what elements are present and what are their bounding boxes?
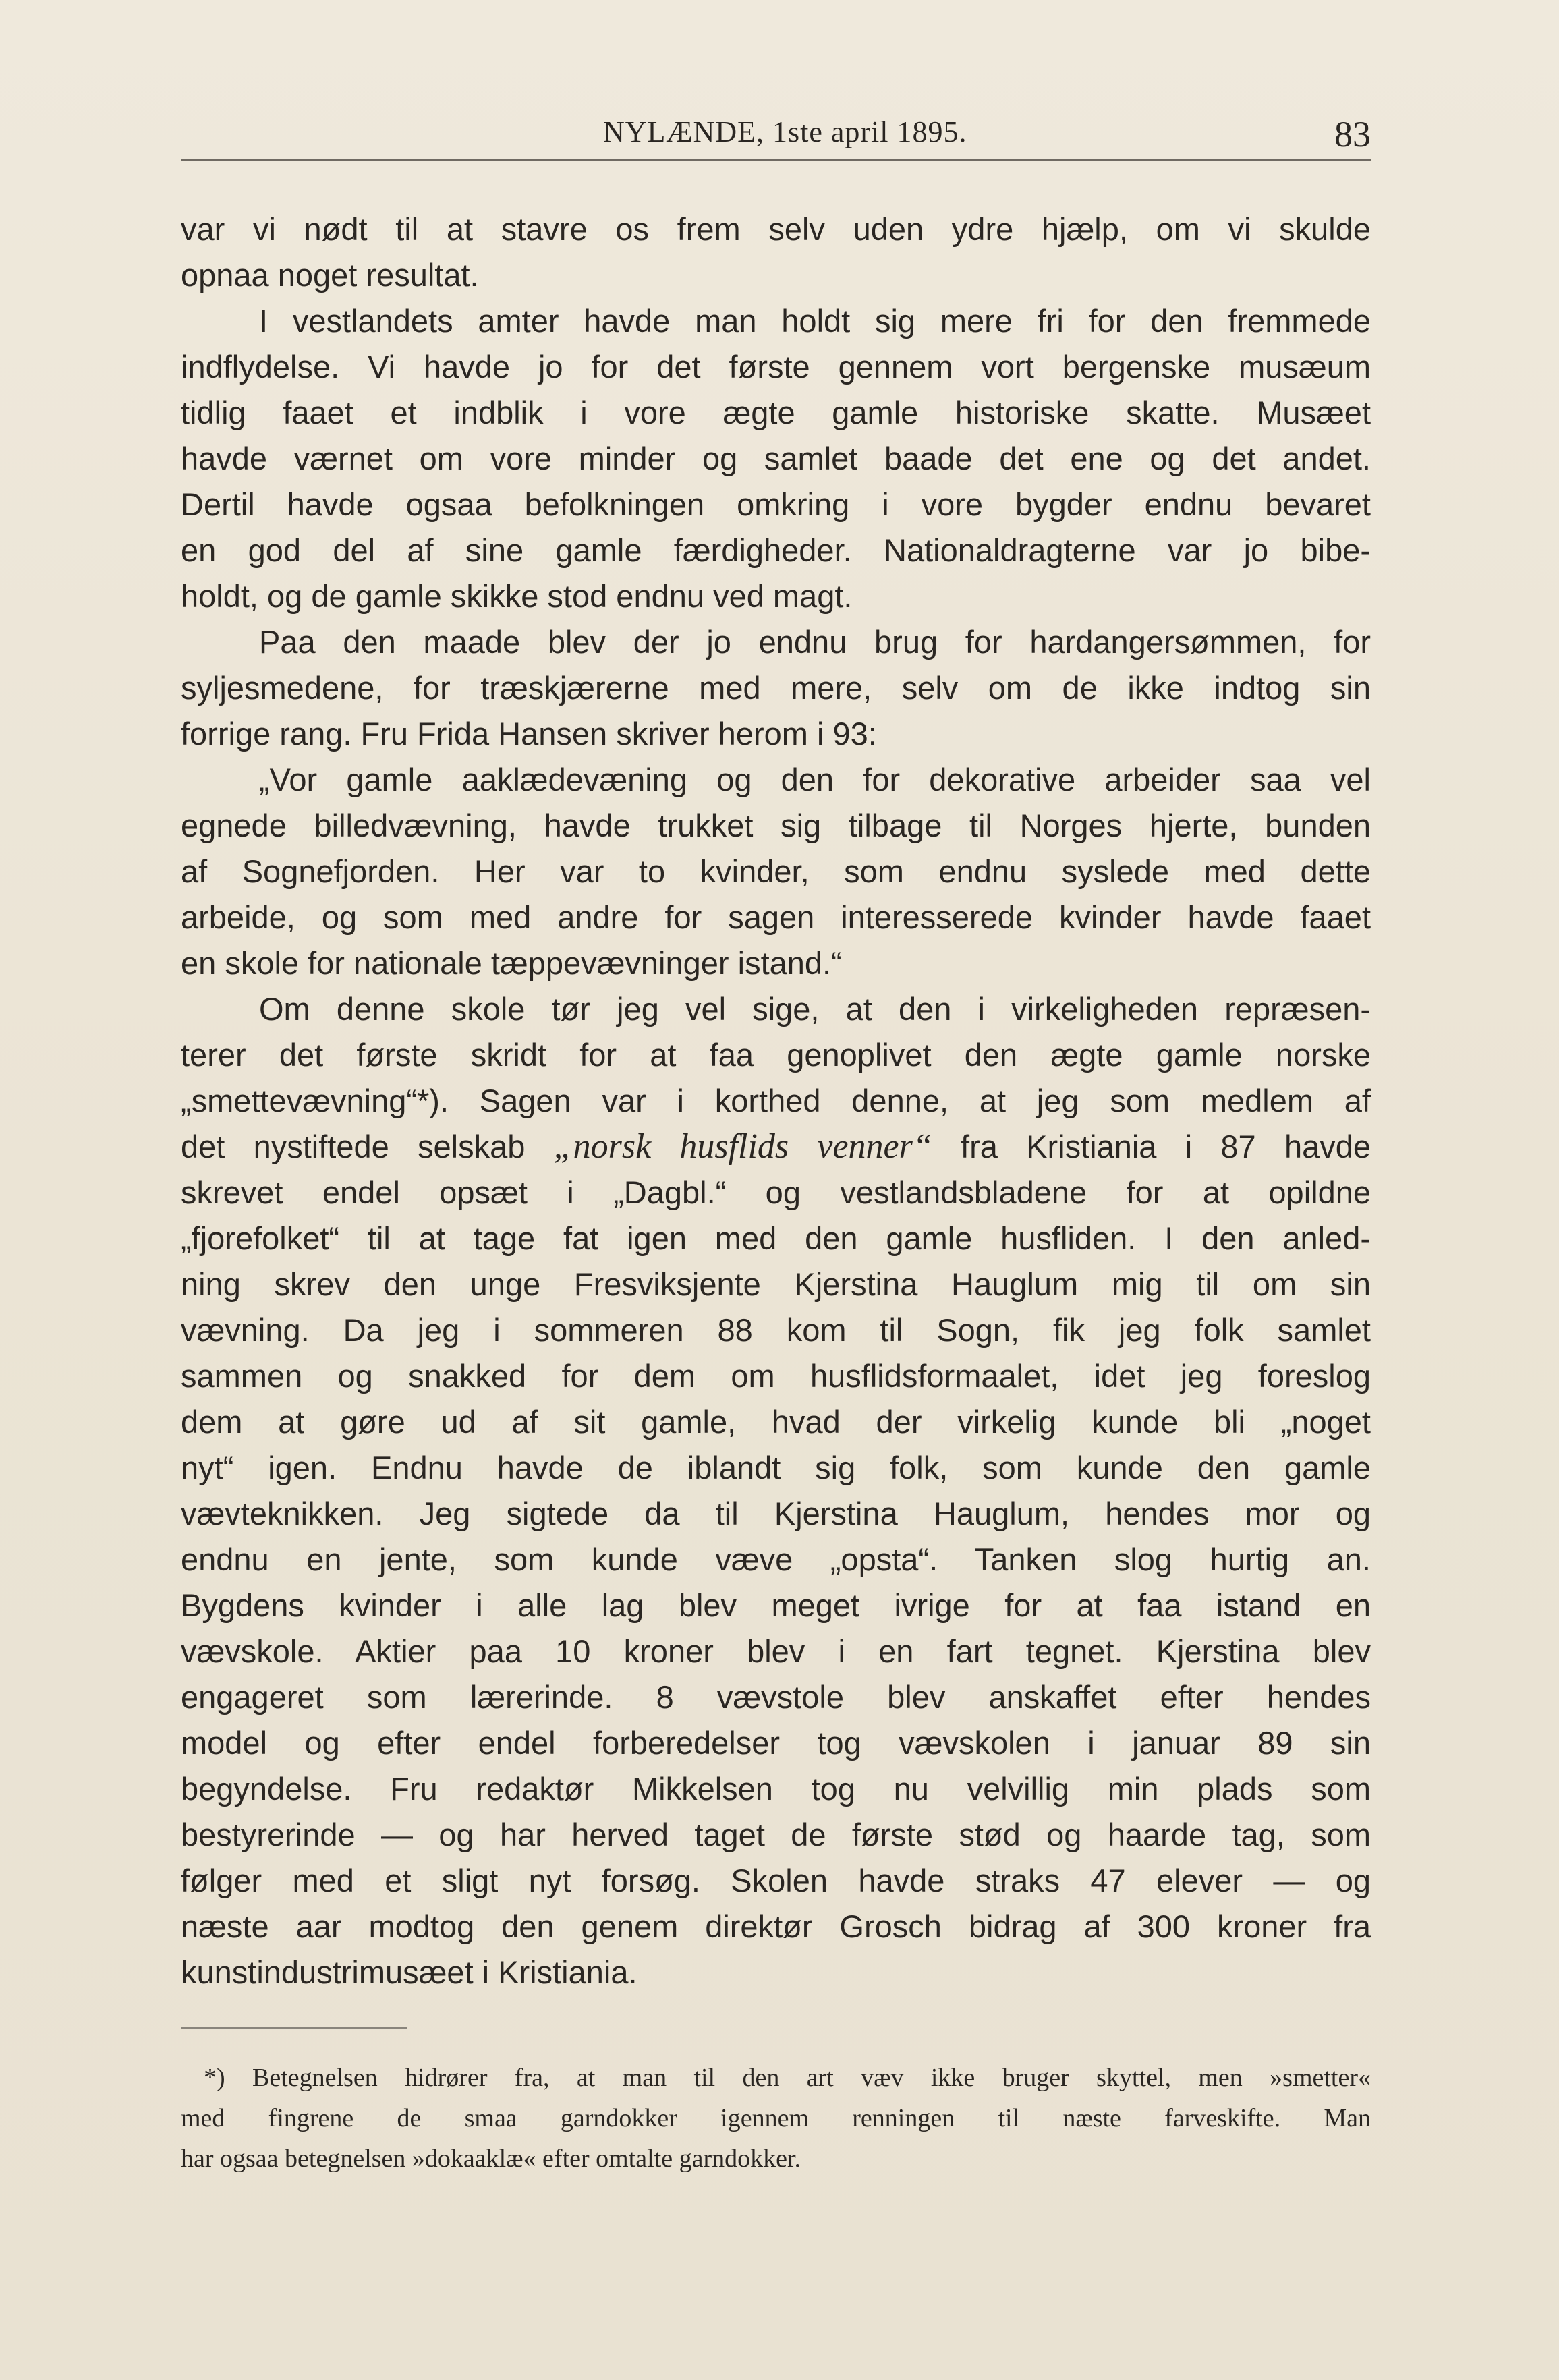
text-line: „Vor gamle aaklædevæning og den for dekorative arbeider saa vel <box>259 762 1371 797</box>
text-line: havde værnet om vore minder og samlet baade det ene og det andet. <box>181 441 1371 476</box>
text-line: tidlig faaet et indblik i vore ægte gamle historiske skatte. Musæet <box>181 395 1371 430</box>
text-line: Om denne skole tør jeg vel sige, at den i virkeligheden repræsen- <box>259 991 1371 1027</box>
text-line: dem at gøre ud af sit gamle, hvad der virkelig kunde bli „noget <box>181 1404 1371 1440</box>
text-line: nyt“ igen. Endnu havde de iblandt sig folk, som kunde den gamle <box>181 1450 1371 1485</box>
text-line: kunstindustrimusæet i Kristiania. <box>181 1954 637 1990</box>
text-line: terer det første skridt for at faa genoplivet den ægte gamle norske <box>181 1037 1371 1073</box>
text-line: egnede billedvævning, havde trukket sig tilbage til Norges hjerte, bunden <box>181 808 1371 843</box>
text-line: opnaa noget resultat. <box>181 257 479 293</box>
footnotes <box>181 2058 1371 2179</box>
footnote-line: har ogsaa betegnelsen »dokaaklæ« efter omtalte garndokker. <box>181 2145 801 2173</box>
text-segment: det nystiftede selskab <box>181 1129 554 1164</box>
text-line: „fjorefolket“ til at tage fat igen med den gamle husfliden. I den anled- <box>181 1220 1371 1256</box>
text-line: næste aar modtog den genem direktør Grosch bidrag af 300 kroner fra <box>181 1908 1371 1944</box>
text-line: sammen og snakked for dem om husflidsformaalet, idet jeg foreslog <box>181 1358 1371 1394</box>
text-line: Dertil havde ogsaa befolkningen omkring i vore bygder endnu bevaret <box>181 486 1371 522</box>
text-line: var vi nødt til at stavre os frem selv uden ydre hjælp, om vi skulde <box>181 211 1371 247</box>
page-header <box>181 113 1371 161</box>
text-line: vævning. Da jeg i sommeren 88 kom til Sogn, fik jeg folk samlet <box>181 1312 1371 1348</box>
text-segment: fra Kristiania i 87 havde <box>932 1129 1371 1164</box>
text-line: ning skrev den unge Fresviksjente Kjerstina Hauglum mig til om sin <box>181 1266 1371 1302</box>
text-line: endnu en jente, som kunde væve „opsta“. Tanken slog hurtig an. <box>181 1541 1371 1577</box>
page-number: 83 <box>1334 114 1371 154</box>
text-line: „smettevævning“*). Sagen var i korthed denne, at jeg som medlem af <box>181 1083 1371 1118</box>
header-rule <box>181 159 1371 161</box>
text-line: indflydelse. Vi havde jo for det første gennem vort bergenske musæum <box>181 349 1371 385</box>
text-line: følger med et sligt nyt forsøg. Skolen havde straks 47 elever — og <box>181 1863 1371 1898</box>
text-line: holdt, og de gamle skikke stod endnu ved magt. <box>181 578 853 614</box>
text-line: af Sognefjorden. Her var to kvinder, som endnu syslede med dette <box>181 853 1371 889</box>
text-line: model og efter endel forberedelser tog vævskolen i januar 89 sin <box>181 1725 1371 1761</box>
text-line: Bygdens kvinder i alle lag blev meget ivrige for at faa istand en <box>181 1587 1371 1623</box>
text-line: begyndelse. Fru redaktør Mikkelsen tog nu velvillig min plads som <box>181 1771 1371 1807</box>
text-line: arbeide, og som med andre for sagen interesserede kvinder havde faaet <box>181 899 1371 935</box>
body-lines-part-1 <box>181 206 1371 1124</box>
text-line: vævskole. Aktier paa 10 kroner blev i en fart tegnet. Kjerstina blev <box>181 1633 1371 1669</box>
text-line: en god del af sine gamle færdigheder. Nationaldragterne var jo bibe- <box>181 532 1371 568</box>
italic-society-name: „norsk husflids venner“ <box>553 1127 932 1166</box>
body-text <box>181 206 1371 1995</box>
text-line: skrevet endel opsæt i „Dagbl.“ og vestlandsbladene for at opildne <box>181 1174 1371 1210</box>
text-line <box>181 1124 1371 1170</box>
footnote-line: *) Betegnelsen hidrører fra, at man til den art væv ikke bruger skyttel, men »smetter« <box>204 2064 1371 2092</box>
footnote-rule <box>181 2027 407 2029</box>
text-line: Paa den maade blev der jo endnu brug for hardangersømmen, for <box>259 624 1371 660</box>
text-line: forrige rang. Fru Frida Hansen skriver herom i 93: <box>181 716 877 752</box>
text-line: engageret som lærerinde. 8 vævstole blev anskaffet efter hendes <box>181 1679 1371 1715</box>
running-head: NYLÆNDE, 1ste april 1895. <box>603 115 967 148</box>
footnote-line: med fingrene de smaa garndokker igennem renningen til næste farveskifte. Man <box>181 2104 1371 2132</box>
text-line: syljesmedene, for træskjærerne med mere, selv om de ikke indtog sin <box>181 670 1371 706</box>
text-line: I vestlandets amter havde man holdt sig mere fri for den fremmede <box>259 303 1371 339</box>
text-line: bestyrerinde — og har herved taget de første stød og haarde tag, som <box>181 1817 1371 1852</box>
text-line: en skole for nationale tæppevævninger istand.“ <box>181 945 842 981</box>
body-lines-part-2 <box>181 1170 1371 1995</box>
text-line: vævteknikken. Jeg sigtede da til Kjerstina Hauglum, hendes mor og <box>181 1496 1371 1531</box>
